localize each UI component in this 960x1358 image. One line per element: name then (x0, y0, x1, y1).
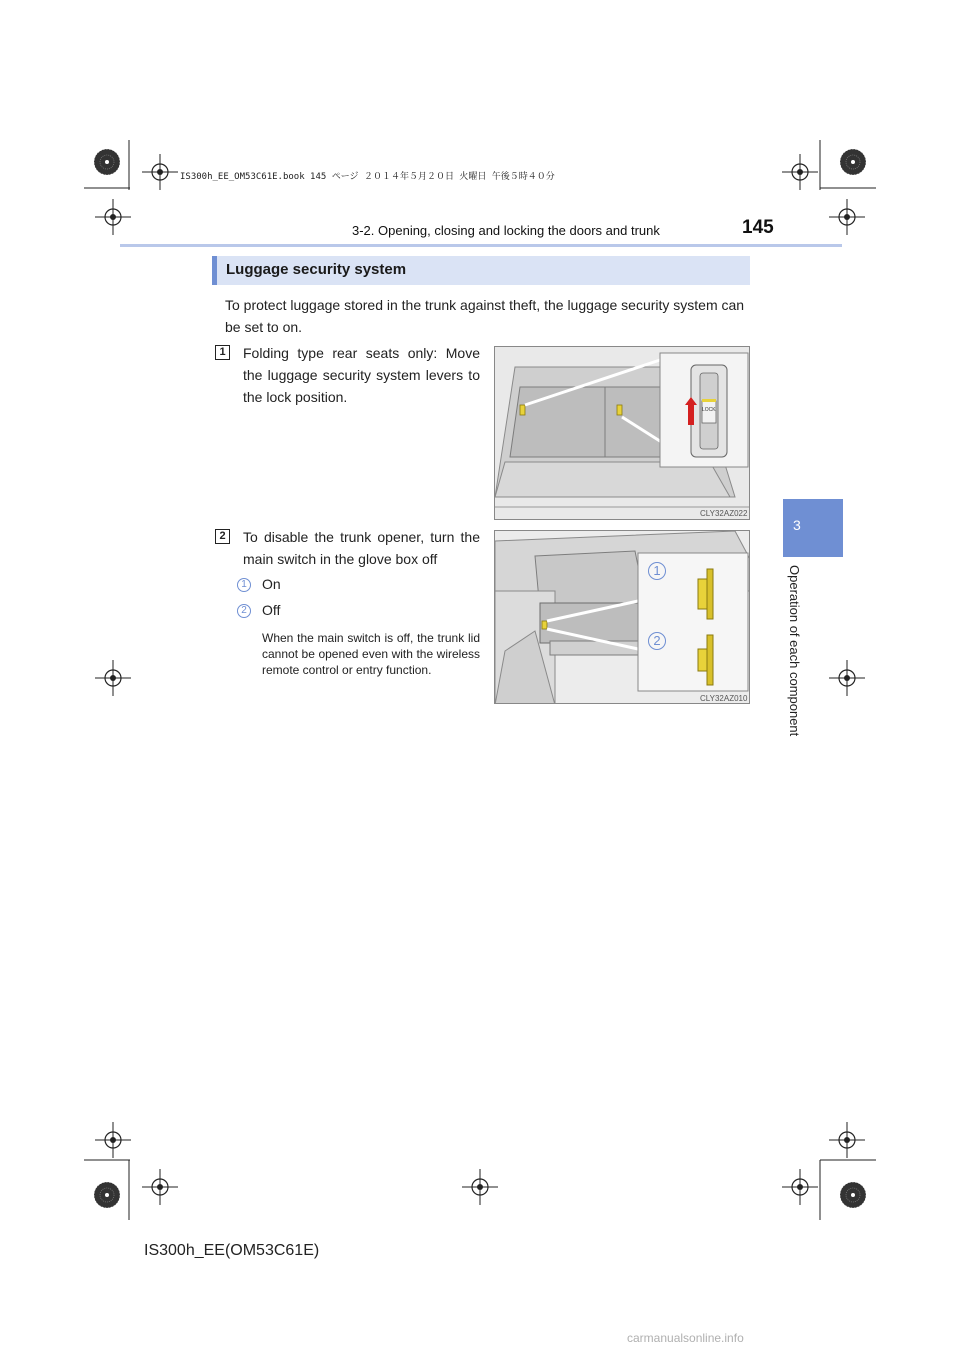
figure-glovebox-switch (494, 530, 750, 704)
figure-marker-2: 2 (648, 632, 666, 650)
section-reference: 3-2. Opening, closing and locking the doors and trunk (352, 223, 660, 238)
figure-2-code: CLY32AZ010 (700, 694, 748, 703)
section-heading-text: Luggage security system (226, 261, 407, 278)
step-2-note: When the main switch is off, the trunk lid cannot be opened even with the wireless remote control or entry function. (262, 631, 480, 677)
sub-item-marker-1: 1 (237, 578, 251, 592)
figure-marker-1: 1 (648, 562, 666, 580)
step-number-2: 2 (215, 529, 230, 544)
sub-item-on: On (262, 576, 281, 592)
print-file-info: IS300h_EE_OM53C61E.book 145 ページ ２０１４年５月２０日 火曜日 午後５時４０分 (180, 172, 555, 182)
footer-model-code: IS300h_EE(OM53C61E) (144, 1242, 320, 1259)
section-intro: To protect luggage stored in the trunk against theft, the luggage security system can be set to on. (225, 297, 745, 335)
page-number: 145 (742, 217, 774, 238)
trunk-illustration (495, 347, 750, 520)
header-rule (120, 244, 842, 247)
step-1-text: Folding type rear seats only: Move the luggage security system levers to the lock position. (243, 345, 480, 405)
chapter-title (788, 565, 802, 765)
step-number-1: 1 (215, 345, 230, 360)
step-2-text: To disable the trunk opener, turn the main switch in the glove box off (243, 529, 480, 567)
watermark: carmanualsonline.info (627, 1331, 744, 1345)
chapter-number: 3 (793, 517, 801, 533)
sub-item-marker-2: 2 (237, 604, 251, 618)
section-heading (212, 256, 750, 285)
sub-item-off: Off (262, 602, 281, 618)
lock-label: LOCK (702, 407, 716, 413)
chapter-tab (783, 499, 843, 557)
figure-1-code: CLY32AZ022 (700, 509, 748, 518)
chapter-title-text: Operation of each component (787, 565, 802, 737)
figure-trunk-levers (494, 346, 750, 520)
glovebox-illustration (495, 531, 750, 704)
